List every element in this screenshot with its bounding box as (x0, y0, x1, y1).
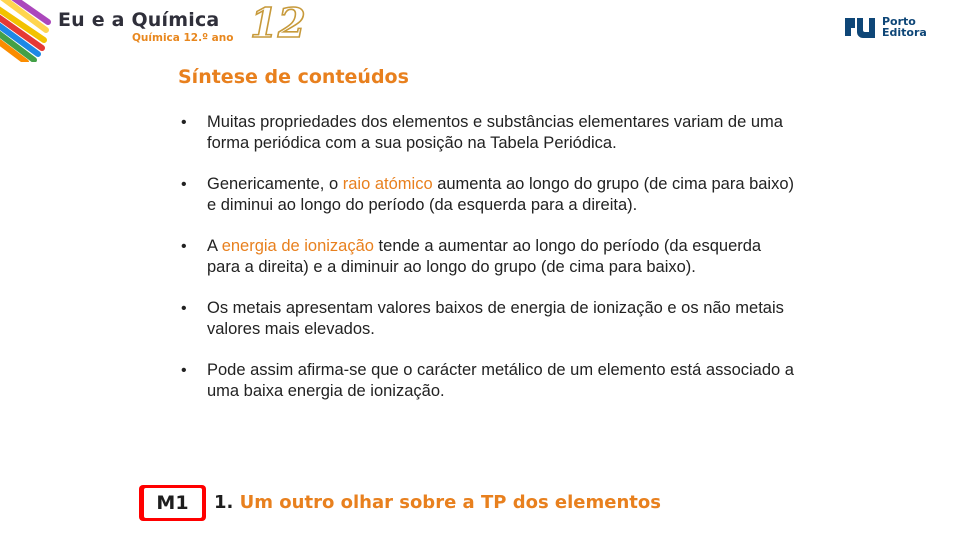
bullet-marker: • (181, 362, 187, 379)
bullet-marker: • (181, 176, 187, 193)
section-title (214, 491, 661, 515)
bullet-text-before: A (207, 237, 222, 255)
bullet-marker: • (181, 114, 187, 131)
bullet-text-after: aumenta ao longo do grupo (de cima para baixo) e diminui ao longo do período (da esquerda para a direita). (207, 175, 795, 214)
section-title-text: Um outro olhar sobre a TP dos elementos (239, 492, 661, 513)
crayons-logo-icon (0, 0, 52, 62)
bullet-text-after: tende a aumentar ao longo do período (da esquerda para a direita) e a diminuir ao longo do grupo (de cima para baixo). (207, 237, 762, 276)
highlight-atomic-radius: raio atómico (342, 175, 433, 193)
brand-number: 12 (250, 0, 306, 47)
porto-editora-logo-icon (844, 16, 878, 38)
bullet-item (178, 360, 798, 402)
publisher-line-1: Porto (882, 15, 916, 28)
bullet-marker: • (181, 238, 187, 255)
module-badge (139, 485, 206, 521)
content-bullet-list (178, 112, 798, 422)
brand-subtitle: Química 12.º ano (132, 32, 234, 44)
bullet-item (178, 298, 798, 340)
brand-logo (58, 9, 233, 44)
section-number: 1. (214, 492, 234, 513)
module-label: M1 (144, 488, 202, 518)
bullet-marker: • (181, 300, 187, 317)
bullet-text: Os metais apresentam valores baixos de energia de ionização e os não metais valores mais elevados. (207, 299, 784, 338)
brand-title: Eu e a Química (58, 9, 220, 31)
bullet-text: Muitas propriedades dos elementos e substâncias elementares variam de uma forma periódica com a sua posição na Tabela Periódica. (207, 113, 783, 152)
bullet-text-before: Genericamente, o (207, 175, 343, 193)
publisher-name (882, 16, 927, 38)
bullet-text: Pode assim afirma-se que o carácter metálico de um elemento está associado a uma baixa energia de ionização. (207, 361, 794, 400)
publisher-line-2: Editora (882, 26, 927, 39)
bullet-item (178, 174, 798, 216)
slide-heading: Síntese de conteúdos (178, 66, 409, 88)
publisher-logo (844, 16, 927, 38)
bullet-item (178, 236, 798, 278)
highlight-ionization-energy: energia de ionização (221, 237, 374, 255)
bullet-item (178, 112, 798, 154)
